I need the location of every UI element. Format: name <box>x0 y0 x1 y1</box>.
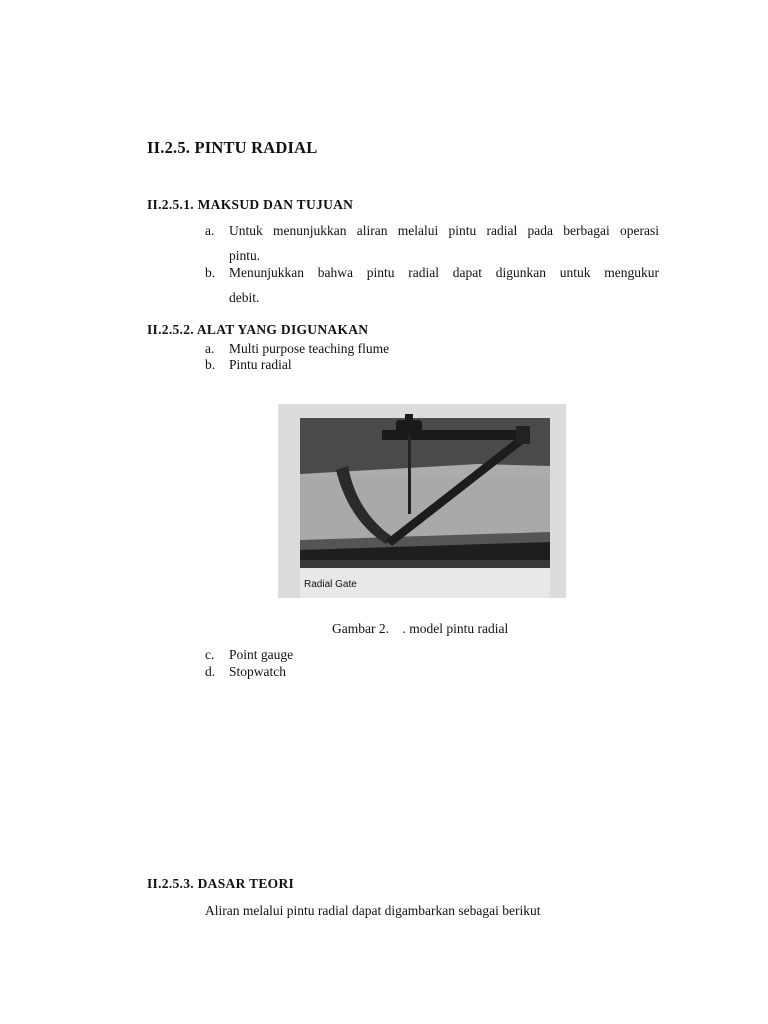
list-item-text: Multi purpose teaching flume <box>229 341 390 356</box>
heading-alat: II.2.5.2. ALAT YANG DIGUNAKAN <box>147 322 369 337</box>
list-item-text: Pintu radial <box>229 357 292 372</box>
list-item <box>205 646 293 664</box>
section-title: II.2.5. PINTU RADIAL <box>147 138 318 157</box>
list-item <box>205 356 292 374</box>
list-item-text-line1: Untuk menunjukkan aliran melalui pintu radial pada berbagai operasi <box>229 223 659 238</box>
list-item-text-line2: pintu. <box>229 248 261 263</box>
heading-dasar-teori: II.2.5.3. DASAR TEORI <box>147 876 295 891</box>
list-item-text: Stopwatch <box>229 664 286 679</box>
list-item-text-line1: Menunjukkan bahwa pintu radial dapat digunkan untuk mengukur <box>229 265 659 280</box>
list-marker: b. <box>205 357 216 372</box>
heading-maksud-tujuan: II.2.5.1. MAKSUD DAN TUJUAN <box>147 197 354 212</box>
list-marker: d. <box>205 664 216 679</box>
list-marker: c. <box>205 647 215 662</box>
list-marker: b. <box>205 265 216 280</box>
list-item-text: Point gauge <box>229 647 294 662</box>
photo-label: Radial Gate <box>304 579 357 590</box>
paragraph: Aliran melalui pintu radial dapat digambarkan sebagai berikut <box>205 903 541 918</box>
list-item <box>205 222 659 265</box>
list-marker: a. <box>205 223 215 238</box>
list-marker: a. <box>205 341 215 356</box>
list-item-text-line2: debit. <box>229 290 260 305</box>
radial-gate-photo <box>278 404 566 598</box>
list-item <box>205 264 659 307</box>
list-item <box>205 663 286 681</box>
figure-caption: Gambar 2. . model pintu radial <box>332 621 509 636</box>
